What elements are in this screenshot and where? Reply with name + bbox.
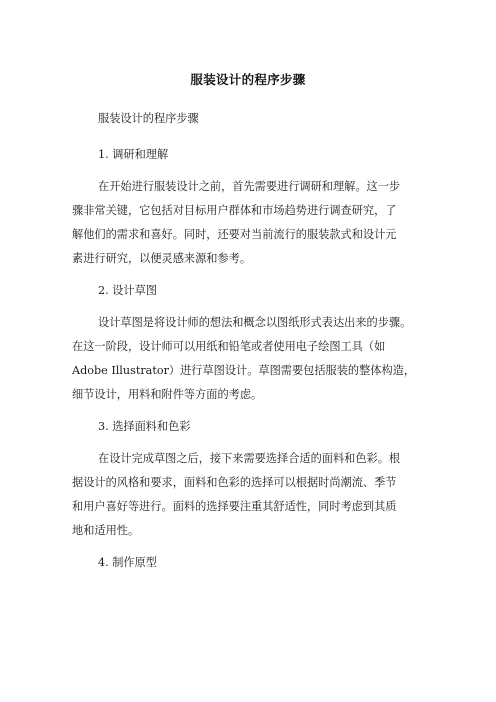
paragraph-line: 细节设计，用料和附件等方面的考虑。 bbox=[72, 388, 263, 401]
document-subtitle: 服装设计的程序步骤 bbox=[98, 112, 199, 125]
section-heading-research: 1. 调研和理解 bbox=[98, 148, 169, 161]
paragraph-line: 设计草图是将设计师的想法和概念以图纸形式表达出来的步骤。 bbox=[98, 316, 412, 329]
paragraph-line: 据设计的风格和要求，面料和色彩的选择可以根据时尚潮流、季节 bbox=[72, 476, 397, 489]
paragraph-line: 在开始进行服装设计之前，首先需要进行调研和理解。这一步 bbox=[98, 180, 401, 193]
paragraph-line: 在设计完成草图之后，接下来需要选择合适的面料和色彩。根 bbox=[98, 452, 401, 465]
paragraph-line: Adobe Illustrator）进行草图设计。草图需要包括服装的整体构造， bbox=[72, 364, 416, 377]
paragraph-line: 素进行研究，以便灵感来源和参考。 bbox=[72, 252, 252, 265]
section-heading-fabric-color: 3. 选择面料和色彩 bbox=[98, 420, 191, 433]
section-heading-prototype: 4. 制作原型 bbox=[98, 556, 157, 569]
paragraph-line: 在这一阶段，设计师可以用纸和铅笔或者使用电子绘图工具（如 bbox=[72, 340, 386, 353]
paragraph-line: 骤非常关键，它包括对目标用户群体和市场趋势进行调查研究，了 bbox=[72, 204, 397, 217]
paragraph-line: 和用户喜好等进行。面料的选择要注重其舒适性，同时考虑到其质 bbox=[72, 500, 397, 513]
paragraph-line: 地和适用性。 bbox=[72, 524, 140, 537]
document-title: 服装设计的程序步骤 bbox=[190, 72, 306, 87]
section-heading-sketch: 2. 设计草图 bbox=[98, 284, 157, 297]
paragraph-line: 解他们的需求和喜好。同时，还要对当前流行的服装款式和设计元 bbox=[72, 228, 397, 241]
